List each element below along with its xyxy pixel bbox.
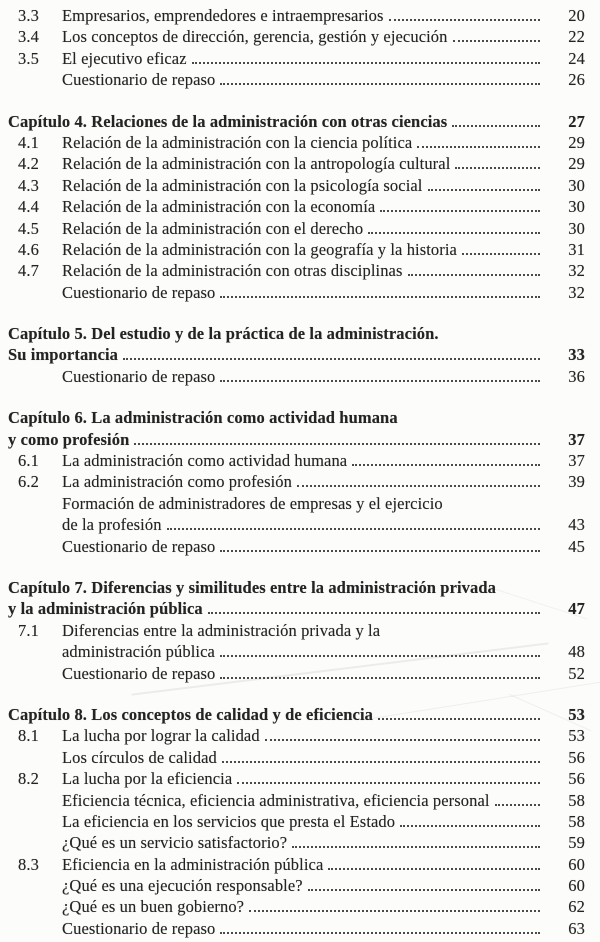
section-number: 6.1 xyxy=(18,451,39,471)
toc-row xyxy=(8,5,585,26)
toc-row xyxy=(8,768,585,789)
entry-title: Cuestionario de repaso xyxy=(62,70,216,90)
section-number: 4.7 xyxy=(18,261,39,281)
toc-row xyxy=(8,832,585,853)
page-number: 33 xyxy=(568,345,585,365)
dot-leader xyxy=(134,442,540,445)
toc-row xyxy=(8,344,585,365)
toc-row xyxy=(8,218,585,239)
page-number: 60 xyxy=(568,854,585,874)
page-number: 30 xyxy=(568,218,585,238)
page-number: 53 xyxy=(568,726,585,746)
toc-row xyxy=(8,48,585,69)
entry-title: Relación de la administración con la ciencia política xyxy=(62,132,413,152)
toc-row xyxy=(8,239,585,260)
toc-row xyxy=(8,663,585,684)
entry-title: La eficiencia en los servicios que presta el Estado xyxy=(62,811,396,831)
section-number: 8.1 xyxy=(18,726,39,746)
page-number: 29 xyxy=(568,154,585,174)
dot-leader xyxy=(167,527,540,530)
dot-leader xyxy=(501,592,540,593)
entry-title: Capítulo 4. Relaciones de la administración con otras ciencias xyxy=(8,111,448,131)
entry-title: y la administración pública xyxy=(8,599,203,619)
dot-leader xyxy=(455,166,540,169)
page-number: 58 xyxy=(568,811,585,831)
page-number: 37 xyxy=(568,451,585,471)
page-number: 56 xyxy=(568,769,585,789)
dot-leader xyxy=(220,379,540,382)
page-number: 59 xyxy=(568,833,585,853)
entry-title: Cuestionario de repaso xyxy=(62,282,216,302)
page-number: 27 xyxy=(568,111,585,131)
toc-row xyxy=(8,514,585,535)
dot-leader xyxy=(208,611,540,614)
page-number: 36 xyxy=(568,366,585,386)
entry-title: Eficiencia en la administración pública xyxy=(62,854,324,874)
entry-title: Los conceptos de dirección, gerencia, gestión y ejecución xyxy=(62,27,448,47)
entry-title: Capítulo 6. La administración como actividad humana xyxy=(8,408,398,428)
toc-row xyxy=(8,577,585,598)
entry-title: administración pública xyxy=(62,642,215,662)
section-number: 8.3 xyxy=(18,854,39,874)
section-number: 3.3 xyxy=(18,6,39,25)
entry-title: de la profesión xyxy=(62,515,162,535)
page-number: 24 xyxy=(568,48,585,68)
section-number: 7.1 xyxy=(18,620,39,640)
entry-title: La lucha por lograr la calidad xyxy=(62,726,260,746)
dot-leader xyxy=(220,931,540,934)
toc-row xyxy=(8,366,585,387)
entry-title: Diferencias entre la administración privada y la xyxy=(62,620,381,640)
toc-row xyxy=(8,620,585,641)
page-number: 31 xyxy=(568,239,585,259)
dot-leader xyxy=(448,508,540,509)
entry-title: El ejecutivo eficaz xyxy=(62,48,187,68)
entry-title: Capítulo 5. Del estudio y de la práctica de la administración. xyxy=(8,324,439,344)
page-number: 30 xyxy=(568,197,585,217)
page-number: 53 xyxy=(568,704,585,724)
entry-title: Relación de la administración con la geografía y la historia xyxy=(62,239,457,259)
dot-leader xyxy=(192,61,540,64)
toc-row xyxy=(8,132,585,153)
dot-leader xyxy=(452,124,540,127)
dot-leader xyxy=(123,357,540,360)
dot-leader xyxy=(220,82,540,85)
page-number: 32 xyxy=(568,261,585,281)
toc-row xyxy=(8,747,585,768)
page-number: 47 xyxy=(568,599,585,619)
page-number: 39 xyxy=(568,472,585,492)
entry-title: ¿Qué es una ejecución responsable? xyxy=(62,876,303,896)
page-number: 26 xyxy=(568,70,585,90)
dot-leader xyxy=(389,18,540,21)
section-number: 6.2 xyxy=(18,472,39,492)
page-number: 32 xyxy=(568,282,585,302)
entry-title: La administración como actividad humana xyxy=(62,451,348,471)
toc-row xyxy=(8,536,585,557)
section-number: 8.2 xyxy=(18,769,39,789)
dot-leader xyxy=(220,549,540,552)
dot-leader xyxy=(220,676,540,679)
section-number: 4.4 xyxy=(18,197,39,217)
toc-row xyxy=(8,175,585,196)
entry-title: Relación de la administración con la economía xyxy=(62,197,376,217)
toc-row xyxy=(8,725,585,746)
dot-leader xyxy=(462,252,540,255)
toc-row xyxy=(8,69,585,90)
toc-row xyxy=(8,153,585,174)
page-number: 62 xyxy=(568,897,585,917)
entry-title: Relación de la administración con otras disciplinas xyxy=(62,261,403,281)
page-number: 58 xyxy=(568,790,585,810)
entry-title: Eficiencia técnica, eficiencia administrativa, eficiencia personal xyxy=(62,790,490,810)
entry-title: La lucha por la eficiencia xyxy=(62,769,233,789)
page-number: 20 xyxy=(568,6,585,25)
toc-row xyxy=(8,790,585,811)
dot-leader xyxy=(428,188,541,191)
entry-title: Los círculos de calidad xyxy=(62,747,217,767)
section-number: 3.5 xyxy=(18,48,39,68)
entry-title: Cuestionario de repaso xyxy=(62,536,216,556)
dot-leader xyxy=(453,39,540,42)
dot-leader xyxy=(297,484,540,487)
toc-row xyxy=(8,875,585,896)
entry-title: Capítulo 7. Diferencias y similitudes entre la administración privada xyxy=(8,577,497,597)
toc-row xyxy=(8,918,585,939)
entry-title: Cuestionario de repaso xyxy=(62,663,216,683)
toc-row xyxy=(8,641,585,662)
dot-leader xyxy=(328,867,540,870)
toc-row xyxy=(8,450,585,471)
entry-title: ¿Qué es un servicio satisfactorio? xyxy=(62,833,288,853)
entry-title: La administración como profesión xyxy=(62,472,293,492)
section-number: 4.1 xyxy=(18,132,39,152)
entry-title: ¿Qué es un buen gobierno? xyxy=(62,897,245,917)
entry-title: Relación de la administración con el derecho xyxy=(62,218,364,238)
entry-title: Formación de administradores de empresas y el ejercicio xyxy=(62,493,443,513)
dot-leader xyxy=(400,824,540,827)
dot-leader xyxy=(385,635,540,636)
page-number: 45 xyxy=(568,536,585,556)
page-number: 56 xyxy=(568,747,585,767)
dot-leader xyxy=(222,760,540,763)
toc-row xyxy=(8,896,585,917)
page-number: 22 xyxy=(568,27,585,47)
dot-leader xyxy=(378,717,540,720)
section-number: 4.2 xyxy=(18,154,39,174)
toc-row xyxy=(8,598,585,619)
section-number: 3.4 xyxy=(18,27,39,47)
entry-title: Cuestionario de repaso xyxy=(62,918,216,938)
entry-title: Su importancia xyxy=(8,345,119,365)
entry-title: Relación de la administración con la psicología social xyxy=(62,175,423,195)
dot-leader xyxy=(495,803,540,806)
entry-title: Capítulo 8. Los conceptos de calidad y de eficiencia xyxy=(8,704,373,724)
entry-title: y como profesión xyxy=(8,429,130,449)
dot-leader xyxy=(444,338,540,339)
dot-leader xyxy=(368,231,540,234)
dot-leader xyxy=(308,888,540,891)
dot-leader xyxy=(417,145,540,148)
toc-row xyxy=(8,282,585,303)
toc-row xyxy=(8,196,585,217)
dot-leader xyxy=(249,909,540,912)
toc-row xyxy=(8,704,585,725)
toc-row xyxy=(8,471,585,492)
page-number: 30 xyxy=(568,175,585,195)
toc-row xyxy=(8,323,585,344)
section-number: 4.3 xyxy=(18,175,39,195)
dot-leader xyxy=(237,781,540,784)
toc-row xyxy=(8,429,585,450)
dot-leader xyxy=(352,463,540,466)
page-number: 43 xyxy=(568,515,585,535)
entry-title: Cuestionario de repaso xyxy=(62,366,216,386)
dot-leader xyxy=(265,738,540,741)
dot-leader xyxy=(408,273,540,276)
toc-row xyxy=(8,26,585,47)
page-number: 48 xyxy=(568,642,585,662)
toc-row xyxy=(8,407,585,428)
dot-leader xyxy=(292,845,540,848)
toc-row xyxy=(8,260,585,281)
toc-row xyxy=(8,111,585,132)
dot-leader xyxy=(220,295,540,298)
entry-title: Empresarios, emprendedores e intraempresarios xyxy=(62,6,384,25)
page-number: 63 xyxy=(568,918,585,938)
entry-title: Relación de la administración con la antropología cultural xyxy=(62,154,451,174)
toc-row xyxy=(8,854,585,875)
page-number: 60 xyxy=(568,876,585,896)
toc-row xyxy=(8,493,585,514)
dot-leader xyxy=(220,654,540,657)
dot-leader xyxy=(403,422,540,423)
section-number: 4.6 xyxy=(18,239,39,259)
dot-leader xyxy=(380,209,540,212)
page-number: 37 xyxy=(568,429,585,449)
page-number: 52 xyxy=(568,663,585,683)
section-number: 4.5 xyxy=(18,218,39,238)
toc-row xyxy=(8,811,585,832)
page-number: 29 xyxy=(568,132,585,152)
